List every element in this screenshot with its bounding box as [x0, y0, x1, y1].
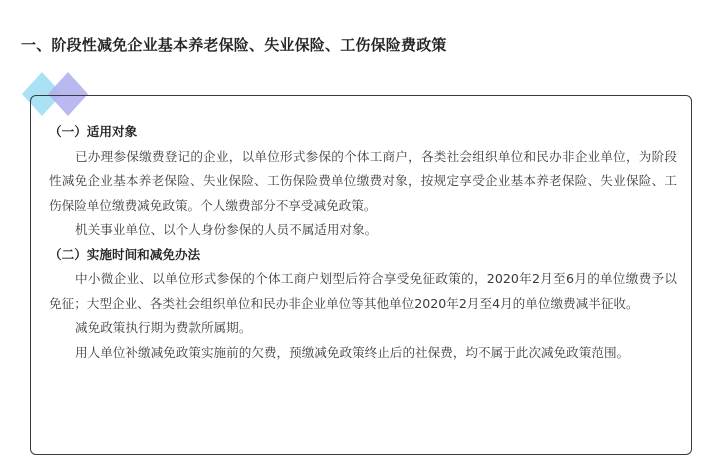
- paragraph-timing-2: 减免政策执行期为费款所属期。: [75, 320, 252, 335]
- subsection-title-scope: （一）适用对象: [49, 124, 138, 139]
- paragraph-timing-1: 中小微企业、以单位形式参保的个体工商户划型后符合享受免征政策的，2020年2月至6月的单位缴费予以免征；大型企业、各类社会组织单位和民办非企业单位等其他单位2020年2月至4月的单位缴费减半征收。: [49, 271, 677, 311]
- policy-content: [49, 120, 677, 365]
- section-title: 一、阶段性减免企业基本养老保险、失业保险、工伤保险费政策: [21, 36, 447, 54]
- paragraph-timing-3: 用人单位补缴减免政策实施前的欠费，预缴减免政策终止后的社保费，均不属于此次减免政策范围。: [75, 344, 630, 360]
- paragraph-scope-2: 机关事业单位、以个人身份参保的人员不属适用对象。: [75, 222, 378, 237]
- paragraph-scope-1: 已办理参保缴费登记的企业，以单位形式参保的个体工商户，各类社会组织单位和民办非企业单位，为阶段性减免企业基本养老保险、失业保险、工伤保险费单位缴费对象，按规定享受企业基本养老保险、失业保险、工伤保险单位缴费减免政策。个人缴费部分不享受减免政策。: [49, 148, 677, 213]
- subsection-title-timing: （二）实施时间和减免办法: [49, 246, 201, 262]
